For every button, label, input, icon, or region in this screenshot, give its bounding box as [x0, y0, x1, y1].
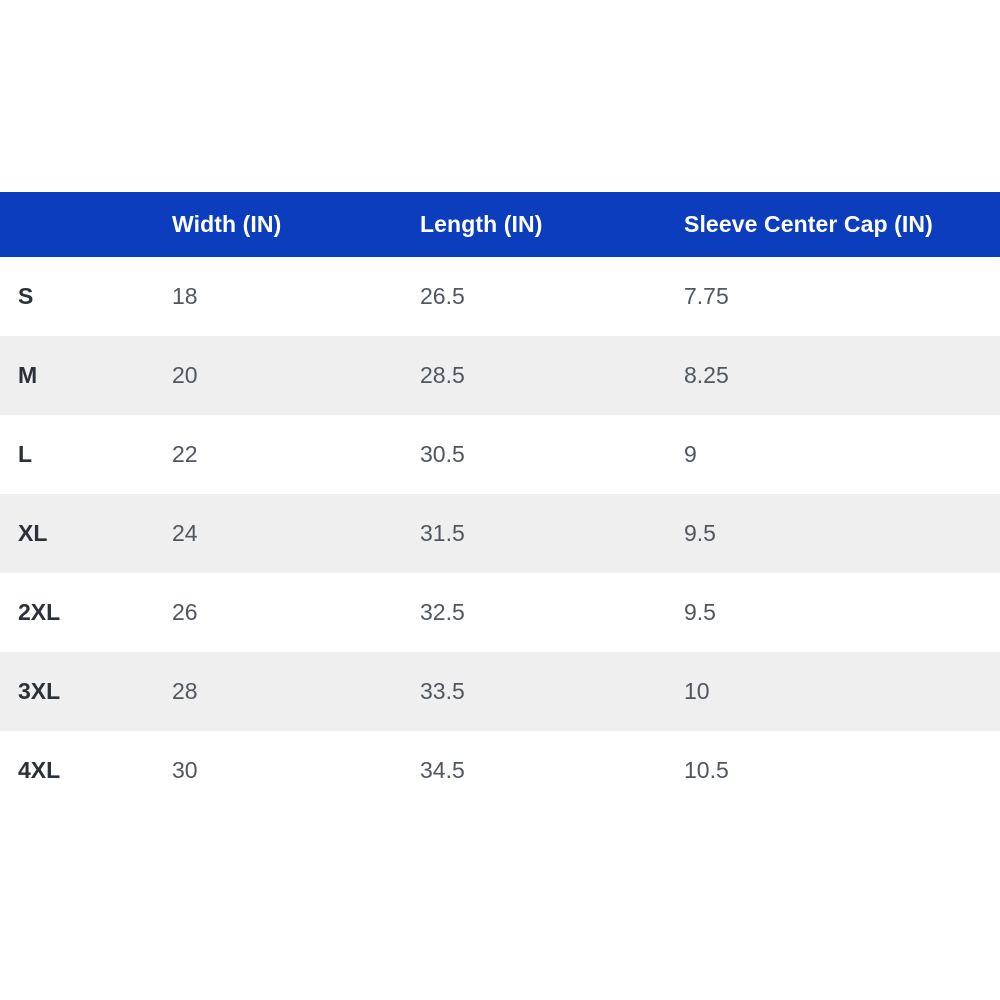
cell-length: 34.5 [418, 731, 682, 810]
column-header-length: Length (IN) [418, 192, 682, 257]
table-row [0, 415, 1000, 494]
cell-sleeve: 7.75 [682, 257, 1000, 336]
cell-size: 4XL [0, 731, 170, 810]
cell-width: 20 [170, 336, 418, 415]
cell-length: 26.5 [418, 257, 682, 336]
column-header-size [0, 192, 170, 257]
cell-size: 2XL [0, 573, 170, 652]
cell-length: 33.5 [418, 652, 682, 731]
table-row [0, 494, 1000, 573]
cell-width: 22 [170, 415, 418, 494]
cell-sleeve: 9.5 [682, 573, 1000, 652]
size-chart-table [0, 192, 1000, 810]
cell-width: 28 [170, 652, 418, 731]
table-header-row [0, 192, 1000, 257]
cell-width: 18 [170, 257, 418, 336]
cell-sleeve: 9 [682, 415, 1000, 494]
table-row [0, 257, 1000, 336]
cell-length: 32.5 [418, 573, 682, 652]
table-body [0, 257, 1000, 810]
cell-size: M [0, 336, 170, 415]
cell-width: 24 [170, 494, 418, 573]
column-header-sleeve-center-cap: Sleeve Center Cap (IN) [682, 192, 1000, 257]
table-row [0, 731, 1000, 810]
cell-size: S [0, 257, 170, 336]
cell-length: 28.5 [418, 336, 682, 415]
cell-width: 26 [170, 573, 418, 652]
table-header [0, 192, 1000, 257]
cell-length: 30.5 [418, 415, 682, 494]
table-row [0, 573, 1000, 652]
cell-size: XL [0, 494, 170, 573]
table-row [0, 336, 1000, 415]
cell-length: 31.5 [418, 494, 682, 573]
cell-sleeve: 10.5 [682, 731, 1000, 810]
cell-sleeve: 10 [682, 652, 1000, 731]
cell-sleeve: 9.5 [682, 494, 1000, 573]
cell-sleeve: 8.25 [682, 336, 1000, 415]
cell-width: 30 [170, 731, 418, 810]
column-header-width: Width (IN) [170, 192, 418, 257]
cell-size: L [0, 415, 170, 494]
cell-size: 3XL [0, 652, 170, 731]
table-row [0, 652, 1000, 731]
